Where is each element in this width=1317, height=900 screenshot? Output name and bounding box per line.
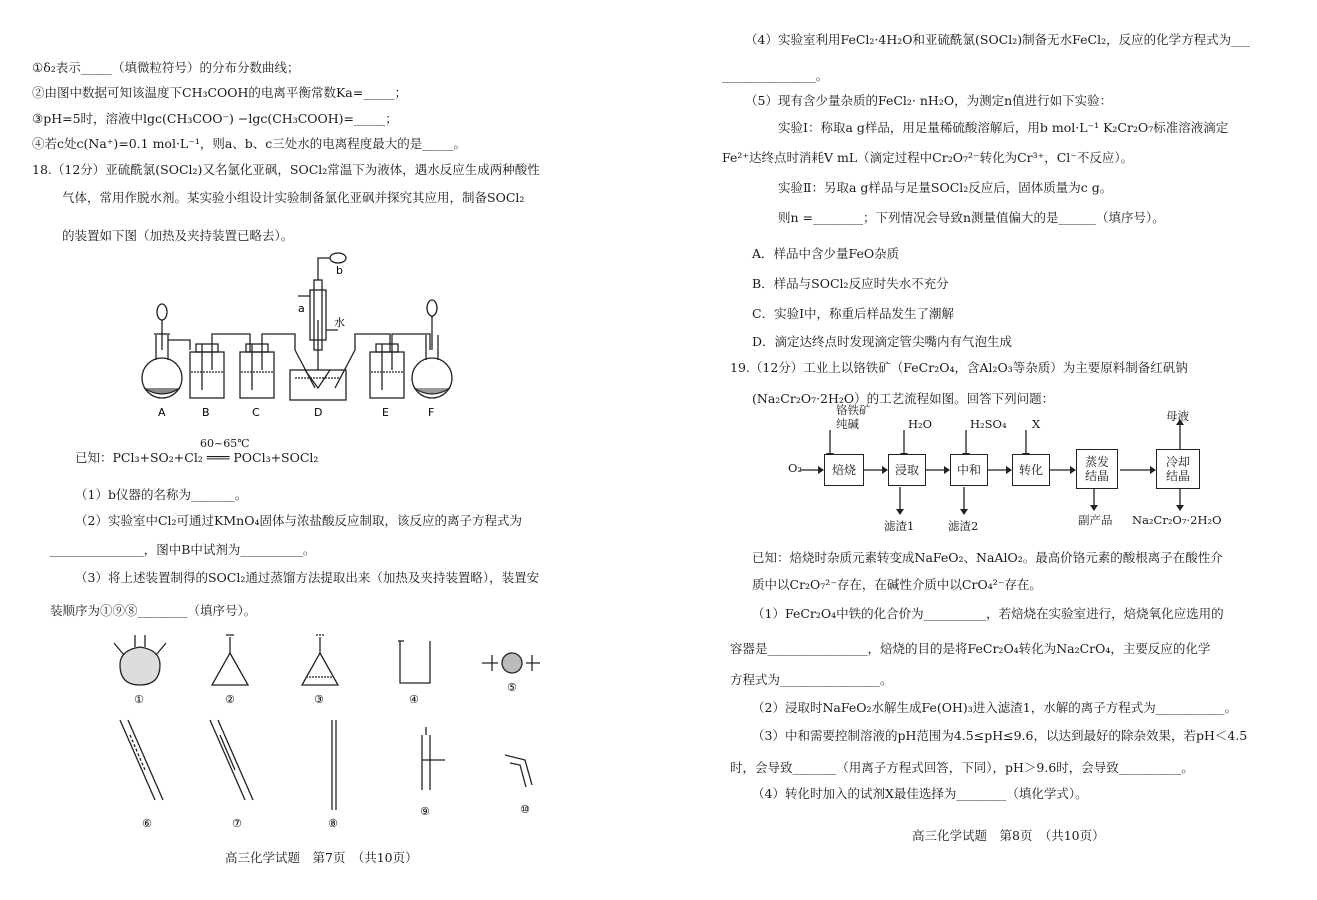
n-question: 则n =________；下列情况会导致n测量值偏大的是______（填序号）。 [778,210,1165,225]
num-7: ⑦ [232,817,242,830]
q19-part2: （2）浸取时NaFeO₂水解生成Fe(OH)₃进入滤渣1，水解的离子方程式为___________。 [752,700,1237,715]
step-evaporate: 蒸发结晶 [1076,449,1118,489]
experiment-1: 实验Ⅰ：称取a g样品，用足量稀硫酸溶解后，用b mol·L⁻¹ K₂Cr₂O₇标准溶液滴定 [778,120,1229,135]
input-chromite: 铬铁矿 [836,403,871,417]
num-4: ④ [409,693,419,706]
label-a: a [298,302,305,315]
step-leach: 浸取 [888,454,926,486]
right-footer: 高三化学试题 第8页 （共10页） [912,828,1105,843]
q19-part3: （3）中和需要控制溶液的pH范围为4.5≤pH≤9.6，以达到最好的除杂效果，若pH＜4.5 [752,728,1248,743]
q17-item-2: ②由图中数据可知该温度下CH₃COOH的电离平衡常数Ka=_____； [32,85,407,100]
label-water: 水 [334,316,345,329]
q18-part2-blank: _______________，图中B中试剂为__________。 [50,542,316,557]
num-2: ② [225,693,235,706]
q19-part4: （4）转化时加入的试剂X最佳选择为________（填化学式）。 [752,786,1088,801]
experiment-1-cont: Fe²⁺达终点时消耗V mL（滴定过程中Cr₂O₇²⁻转化为Cr³⁺，Cl⁻不反应）。 [722,150,1134,165]
step-neutralize: 中和 [950,454,988,486]
q18-part4-blank: _______________。 [722,68,829,83]
step-roast: 焙烧 [824,454,864,486]
q19-part1-eq: 方程式为________________。 [730,672,893,687]
label-b: b [336,264,343,277]
q18-part3-order: 装顺序为①⑨⑧________（填序号）。 [50,603,257,618]
num-6: ⑥ [142,817,152,830]
num-10: ⑩ [520,803,530,816]
output-product: Na₂Cr₂O₇·2H₂O [1132,513,1222,527]
option-B: B．样品与SOCl₂反应时失水不充分 [752,276,949,291]
left-footer: 高三化学试题 第7页 （共10页） [225,850,418,865]
label-D: D [314,406,323,419]
q19-known-1: 已知：焙烧时杂质元素转变成NaFeO₂、NaAlO₂。最高价铬元素的酸根离子在酸性介 [752,550,1223,565]
instruments-row-2 [100,715,580,835]
q18-part5: （5）现有含少量杂质的FeCl₂· nH₂O，为测定n值进行如下实验： [745,93,1113,108]
q18-part2: （2）实验室中Cl₂可通过KMnO₄固体与浓盐酸反应制取，该反应的离子方程式为 [75,513,522,528]
label-E: E [382,406,389,419]
q19-stem-2: (Na₂Cr₂O₇·2H₂O）的工艺流程如图。回答下列问题： [752,391,1055,406]
output-byproduct: 副产品 [1078,513,1113,527]
option-A: A．样品中含少量FeO杂质 [752,246,900,261]
reaction-condition: 60~65℃ [200,437,250,450]
option-D: D．滴定达终点时发现滴定管尖嘴内有气泡生成 [752,334,1013,349]
label-B: B [202,406,210,419]
num-9: ⑨ [420,805,430,818]
output-residue-1: 滤渣1 [884,519,915,533]
input-soda: 纯碱 [836,417,859,431]
input-x: X [1032,417,1041,431]
input-o2: O₂ [788,461,803,475]
q19-part1: （1）FeCr₂O₄中铁的化合价为__________，若焙烧在实验室进行，焙烧氧化应选用的 [752,606,1224,621]
q19-part3-cont: 时，会导致_______（用离子方程式回答，下同），pH＞9.6时，会导致__________。 [730,760,1194,775]
num-3: ③ [314,693,324,706]
instruments-row-1 [100,625,580,710]
num-5: ⑤ [507,681,517,694]
label-A: A [158,406,166,419]
step-convert: 转化 [1012,454,1050,486]
known-reaction: 已知：PCl₃+SO₂+Cl₂ ═══ POCl₃+SOCl₂ [75,450,319,465]
input-water: H₂O [908,417,933,431]
input-h2so4: H₂SO₄ [970,417,1007,431]
num-8: ⑧ [328,817,338,830]
q17-item-4: ④若c处c(Na⁺)=0.1 mol·L⁻¹，则a、b、c三处水的电离程度最大的是_____。 [32,136,467,151]
q18-stem-3: 的装置如下图（加热及夹持装置已略去）。 [62,228,294,243]
experiment-2: 实验Ⅱ：另取a g样品与足量SOCl₂反应后，固体质量为c g。 [778,180,1113,195]
q18-part3: （3）将上述装置制得的SOCl₂通过蒸馏方法提取出来（加热及夹持装置略），装置安 [75,570,540,585]
q18-stem-1: 18.（12分）亚硫酰氯(SOCl₂)又名氯化亚砜，SOCl₂常温下为液体，遇水反应生成两种酸性 [32,162,540,177]
right-page [660,0,1317,900]
q17-item-1: ①δ₂表示_____（填微粒符号）的分布分数曲线； [32,60,300,75]
q18-part1: （1）b仪器的名称为_______。 [75,487,248,502]
apparatus-diagram [130,250,460,420]
q19-part1-cont: 容器是________________，焙烧的目的是将FeCr₂O₄转化为Na₂CrO₄，主要反应的化学 [730,641,1211,656]
q18-stem-2: 气体，常用作脱水剂。某实验小组设计实验制备氯化亚砜并探究其应用，制备SOCl₂ [62,190,525,205]
q19-stem-1: 19.（12分）工业上以铬铁矿（FeCr₂O₄，含Al₂O₃等杂质）为主要原料制备红矾钠 [730,360,1188,375]
label-F: F [428,406,435,419]
output-mother-liquor: 母液 [1166,409,1189,423]
q19-known-2: 质中以Cr₂O₇²⁻存在，在碱性介质中以CrO₄²⁻存在。 [752,577,1042,592]
option-C: C．实验Ⅰ中，称重后样品发生了潮解 [752,306,955,321]
num-1: ① [134,693,144,706]
step-cool: 冷却结晶 [1156,449,1200,489]
q17-item-3: ③pH=5时，溶液中lgc(CH₃COO⁻) −lgc(CH₃COOH)=_____； [32,111,398,126]
q18-part4: （4）实验室利用FeCl₂·4H₂O和亚硫酰氯(SOCl₂)制备无水FeCl₂，反应的化学方程式为___ [745,32,1250,47]
output-residue-2: 滤渣2 [948,519,979,533]
label-C: C [252,406,260,419]
